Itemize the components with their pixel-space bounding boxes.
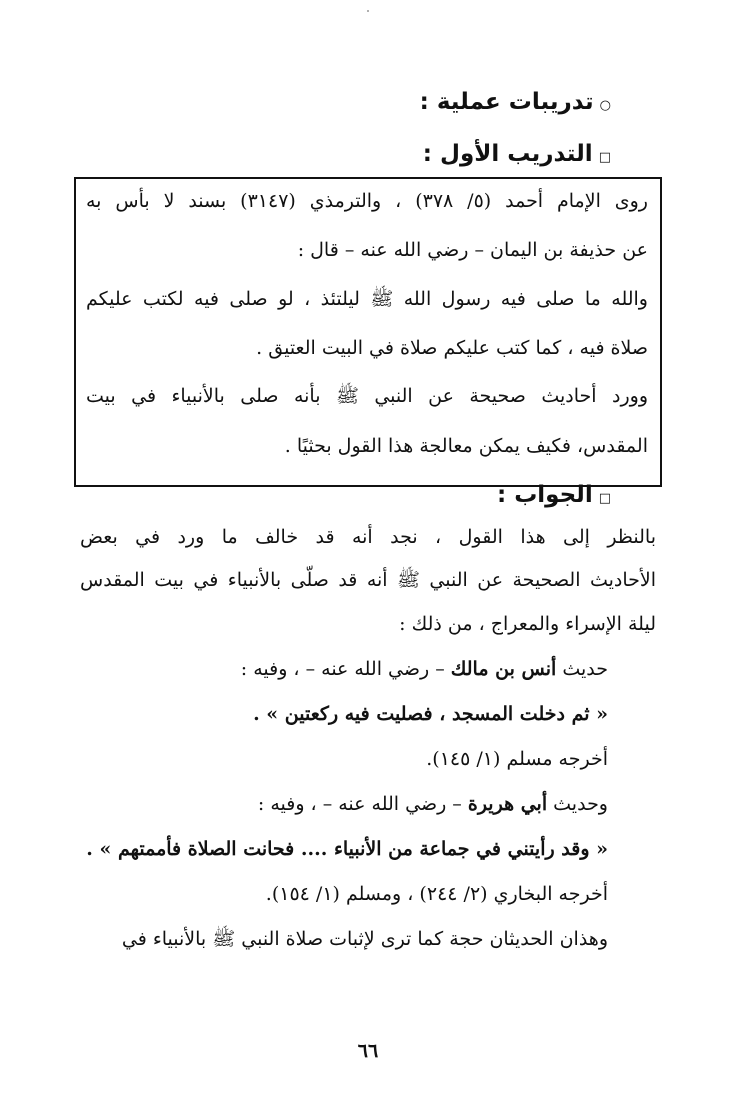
hadith2-narrator: أبي هريرة: [467, 793, 548, 815]
heading-answer: [497, 480, 611, 514]
square-bullet-icon: □: [598, 150, 611, 165]
hadith1-intro-prefix: حديث: [556, 658, 608, 680]
answer-intro-line: بالنظر إلى هذا القول ، نجد أنه قد خالف ما ورد في بعض: [80, 526, 656, 548]
heading-text: الجواب :: [496, 482, 593, 508]
hadith2-quote: « وقد رأيتني في جماعة من الأنبياء .... فحانت الصلاة فأممتهم » .: [86, 838, 608, 860]
hadith2-intro: [258, 790, 608, 818]
answer-intro-line: ليلة الإسراء والمعراج ، من ذلك :: [399, 613, 656, 635]
closing-line: وهذان الحديثان حجة كما ترى لإثبات صلاة النبي ﷺ بالأنبياء في: [121, 928, 608, 950]
hadith1-source: أخرجه مسلم (١/ ١٤٥).: [426, 748, 608, 770]
hadith1-narrator: أنس بن مالك: [450, 658, 557, 680]
question-line: صلاة فيه ، كما كتب عليكم صلاة في البيت العتيق .: [256, 337, 648, 359]
hadith2-intro-prefix: وحديث: [547, 793, 608, 815]
question-line: عن حذيفة بن اليمان – رضي الله عنه – قال :: [297, 239, 648, 261]
hadith1-quote: « ثم دخلت المسجد ، فصليت فيه ركعتين » .: [253, 703, 608, 725]
question-line: وورد أحاديث صحيحة عن النبي ﷺ بأنه صلى بالأنبياء في بيت: [86, 385, 648, 407]
scan-mark: [367, 10, 369, 12]
question-line: روى الإمام أحمد (٥/ ٣٧٨) ، والترمذي (٣١٤٧) بسند لا بأس به: [86, 190, 648, 212]
answer-intro-line: الأحاديث الصحيحة عن النبي ﷺ أنه قد صلّى بالأنبياء في بيت المقدس: [80, 569, 656, 591]
square-bullet-icon: □: [598, 491, 611, 506]
circle-bullet-icon: ○: [599, 98, 611, 113]
heading-text: تدريبات عملية :: [419, 89, 594, 115]
heading-first-exercise: [423, 139, 611, 173]
question-line: والله ما صلى فيه رسول الله ﷺ ليلتئذ ، لو صلى فيه لكتب عليكم: [86, 288, 648, 310]
hadith2-source: أخرجه البخاري (٢/ ٢٤٤) ، ومسلم (١/ ١٥٤).: [265, 883, 608, 905]
question-line: المقدس، فكيف يمكن معالجة هذا القول بحثيًا .: [284, 435, 648, 457]
page-number: ٦٦: [357, 1040, 379, 1062]
hadith2-intro-suffix: – رضي الله عنه – ، وفيه :: [257, 793, 468, 815]
heading-practical-exercises: [420, 87, 611, 121]
hadith1-intro-suffix: – رضي الله عنه – ، وفيه :: [240, 658, 451, 680]
heading-text: التدريب الأول :: [422, 141, 593, 167]
hadith1-intro: [241, 655, 608, 683]
